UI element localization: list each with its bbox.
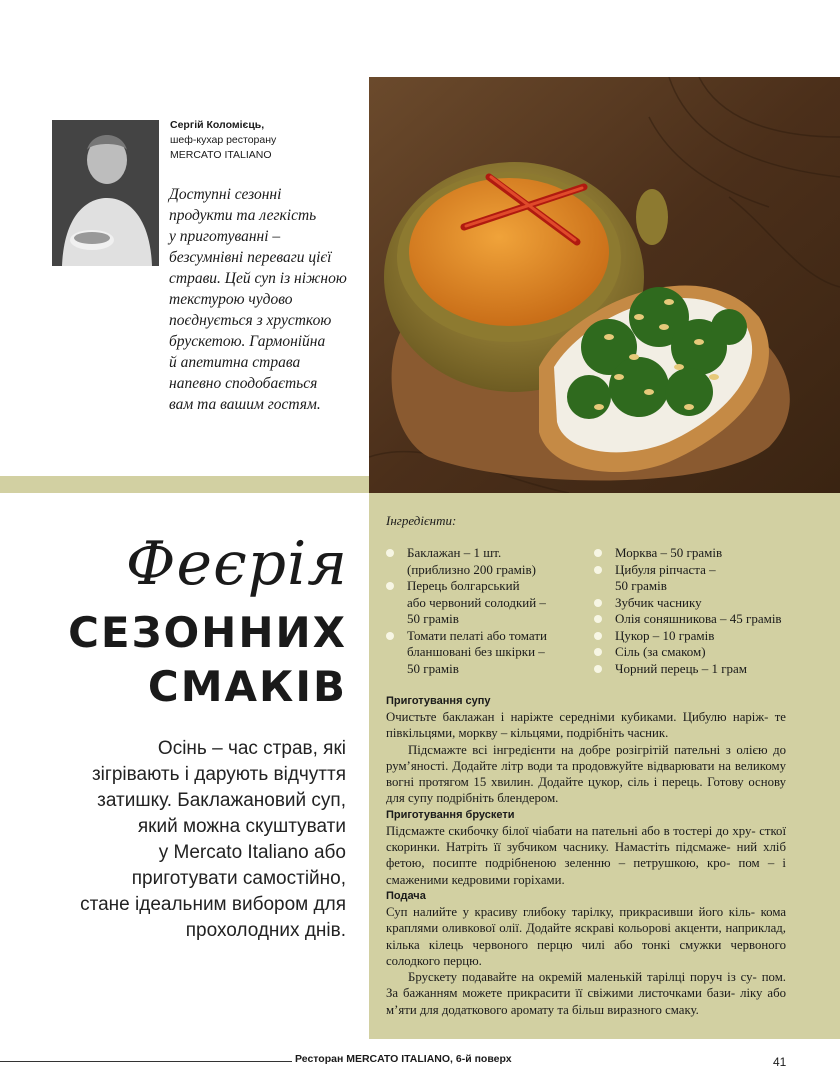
footer-location: Ресторан MERCATO ITALIANO, 6-й поверх [295,1053,512,1065]
bullet-icon [386,632,394,640]
serving-step-1: Суп налийте у красиву глибоку тарілку, прикрасивши його кіль- кома краплями оливкової олії. Додайте яскраві кольорові акценти, наприклад, кілька кілець червоного перцю чилі або тонкі смужки червоного солодкого перцю. [386,904,787,968]
ingredients-list-1 [386,545,576,677]
soup-step-1: Очистьте баклажан і наріжте середніми кубиками. Цибулю наріж- те півкільцями, моркву – кільцями, подрібніть часник. [386,710,786,741]
soup-heading: Приготування супу [386,695,491,707]
soup-bruschetta-photo [369,77,840,493]
list-item: Олія соняшникова – 45 грамів [594,611,840,628]
list-item: Баклажан – 1 шт. (приблизно 200 грамів) [386,545,576,578]
chef-role: шеф-кухар ресторану [170,134,277,146]
bullet-icon [386,549,394,557]
list-item: Морква – 50 грамів [594,545,840,562]
color-band [0,476,369,493]
list-item: Томати пелаті або томати бланшовані без шкірки – 50 грамів [386,628,576,678]
bullet-icon [594,566,602,574]
list-item: Перець болгарський або червоний солодкий – 50 грамів [386,578,576,628]
page-number: 41 [773,1055,787,1069]
chef-quote: Доступні сезонні продукти та легкість у приготуванні – безсумнівні переваги цієї страви. Цей суп із ніжною текстурою чудово поєднується з хрусткою брускетою. Гармонійна й апетитна страва напевно сподобається вам та вашим гостям. [169,186,347,413]
list-item: Цибуля ріпчаста – 50 грамів [594,562,840,595]
list-item: Цукор – 10 грамів [594,628,840,645]
bullet-icon [594,599,602,607]
serving-heading: Подача [386,889,426,902]
chef-restaurant: MERCATO ITALIANO [170,149,272,161]
bruschetta-step: Підсмажте скибочку білої чіабати на пательні або в тостері до хру- сткої скоринки. Натріть її зубчиком часнику. Намастіть підсмаже- ний хліб фетою, посипте подрібненою зеленню – петрушкою, кро- пом – і смаженими кедровими горіхами. [386,823,786,887]
chef-portrait [52,120,159,266]
serving-step-2: Брускету подавайте на окремій маленькій тарілці поруч із су- пом. За бажанням можете прикрасити її свіжими листочками бази- ліку або м’яти для додаткового аромату та більш виразного смаку. [386,970,786,1017]
bullet-icon [594,549,602,557]
title-script: Феєрія [125,529,348,599]
footer-rule [0,1061,292,1062]
bullet-icon [594,615,602,623]
bullet-icon [594,648,602,656]
ingredients-list-2 [594,545,840,677]
soup-step-2: Підсмажте всі інгредієнти на добре розігрітій пательні з олією до рум’яності. Додайте літр води та продовжуйте відварювати на великому вогні протягом 15 хвилин. Додайте цукор, сіль і перець. Готову основу для супу подрібніть блендером. [386,742,786,806]
bullet-icon [386,582,394,590]
chef-credit [170,118,360,163]
list-item: Зубчик часнику [594,595,840,612]
bullet-icon [594,665,602,673]
lead-paragraph: Осінь – час страв, які зігрівають і дарують відчуття затишку. Баклажановий суп, який можна скуштувати у Mercato Italiano або приготувати самостійно, стане ідеальним вибором для прохолодних днів. [80,738,346,941]
ingredients-heading: Інгредієнти: [386,513,457,528]
list-item: Сіль (за смаком) [594,644,840,661]
bruschetta-heading: Приготування брускети [386,808,515,821]
recipe-text [386,693,786,1018]
title-caps: СЕЗОННИХ СМАКІВ [68,608,347,711]
list-item: Чорний перець – 1 грам [594,661,840,678]
chef-name: Сергій Коломієць, [170,119,265,131]
bullet-icon [594,632,602,640]
